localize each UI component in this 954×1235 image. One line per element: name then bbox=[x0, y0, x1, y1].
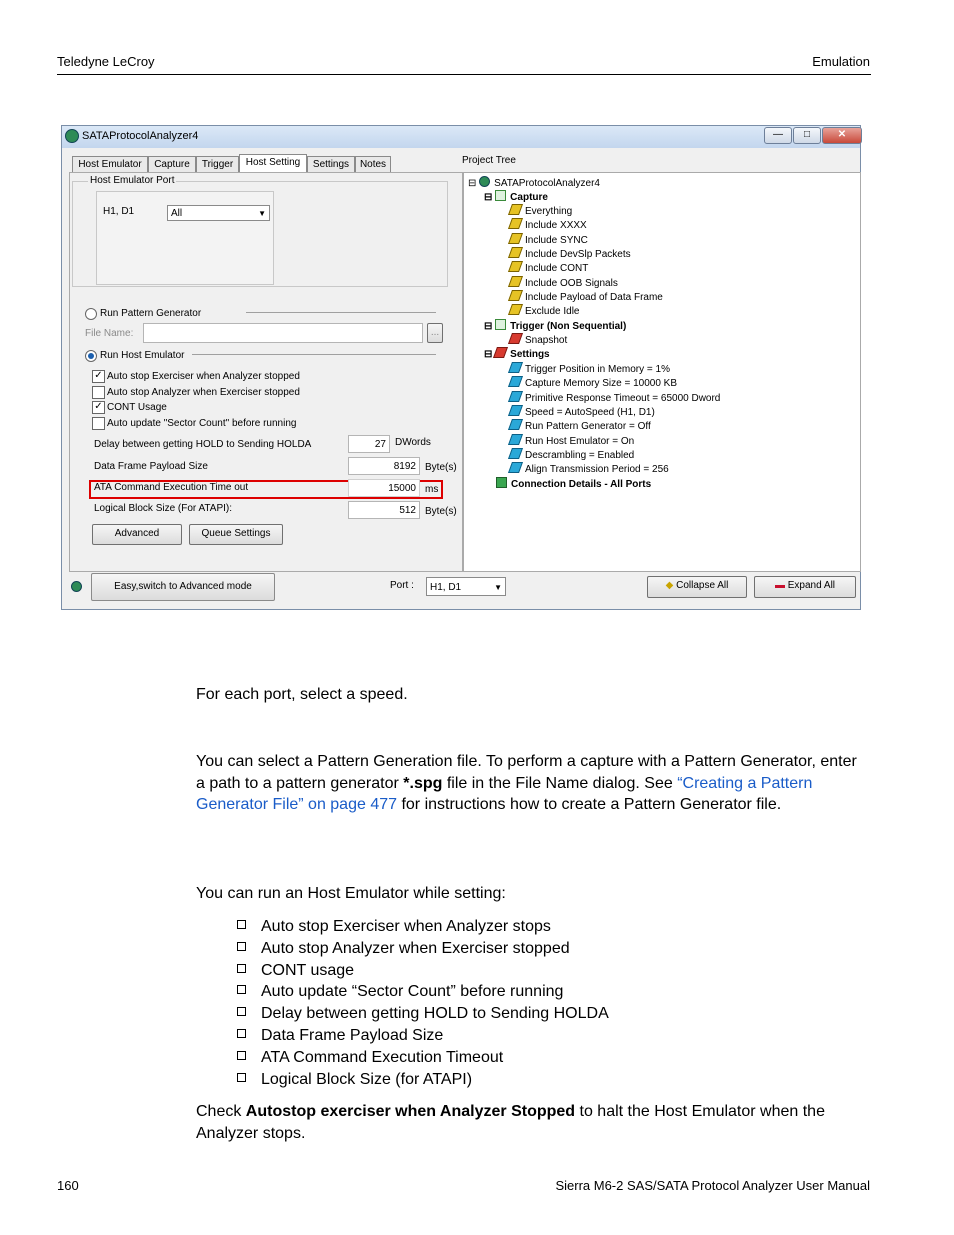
port-label: Port : bbox=[390, 580, 414, 591]
close-button[interactable]: ✕ bbox=[822, 127, 862, 144]
status-bar bbox=[62, 572, 860, 608]
tree-settings-item[interactable]: Descrambling = Enabled bbox=[510, 448, 634, 461]
pencil-icon bbox=[508, 290, 523, 301]
collapse-all-button[interactable]: ◆ Collapse All bbox=[647, 576, 747, 598]
payload-size-input[interactable]: 8192 bbox=[348, 457, 420, 475]
run-pattern-generator-radio[interactable] bbox=[85, 308, 97, 320]
run-pattern-generator-label: Run Pattern Generator bbox=[100, 308, 202, 319]
paragraph-host-emulator: You can run an Host Emulator while setting: bbox=[196, 885, 506, 902]
pencil-blue-icon bbox=[508, 448, 523, 459]
list-item: Logical Block Size (for ATAPI) bbox=[237, 1069, 609, 1091]
paragraph-autostop: Check Autostop exerciser when Analyzer Stopped to halt the Host Emulator when the Analyzer stops. bbox=[196, 1103, 825, 1142]
file-name-input[interactable] bbox=[143, 323, 423, 343]
status-port-select[interactable] bbox=[426, 577, 506, 596]
tab-host-setting[interactable]: Host Setting bbox=[239, 154, 307, 173]
checkbox-bullet-icon bbox=[237, 1029, 246, 1038]
list-item: Auto stop Analyzer when Exerciser stopped bbox=[237, 938, 609, 960]
paragraph-pattern-generator: You can select a Pattern Generation file. To perform a capture with a Pattern Generator, enter a path to a pattern generator *.spg file in the File Name dialog. See “Creating a Pattern Generator File” on page 477 for instructions how to create a Pattern Generator file. bbox=[196, 753, 857, 813]
paragraph-speed: For each port, select a speed. bbox=[196, 686, 408, 703]
delay-hold-label: Delay between getting HOLD to Sending HOLDA bbox=[94, 439, 312, 450]
auto-update-sector-count-checkbox[interactable] bbox=[92, 417, 105, 430]
list-item: Auto stop Exerciser when Analyzer stops bbox=[237, 916, 609, 938]
logical-block-unit: Byte(s) bbox=[425, 506, 457, 517]
pencil-blue-icon bbox=[508, 391, 523, 402]
pencil-icon bbox=[508, 304, 523, 315]
checkbox-bullet-icon bbox=[237, 1007, 246, 1016]
ata-timeout-unit: ms bbox=[425, 484, 439, 495]
pencil-icon bbox=[508, 276, 523, 287]
checkbox-bullet-icon bbox=[237, 920, 246, 929]
cont-usage-checkbox[interactable]: ✓ bbox=[92, 401, 105, 414]
page-number: 160 bbox=[57, 1178, 79, 1193]
chevron-down-icon: ▼ bbox=[258, 209, 266, 218]
tab-host-emulator[interactable]: Host Emulator bbox=[72, 156, 148, 172]
divider-line bbox=[192, 354, 436, 355]
browse-button[interactable]: ... bbox=[427, 323, 443, 343]
pencil-icon bbox=[508, 218, 523, 229]
checkbox-bullet-icon bbox=[237, 942, 246, 951]
tab-capture[interactable]: Capture bbox=[148, 156, 196, 172]
queue-settings-button[interactable]: Queue Settings bbox=[189, 524, 283, 545]
pencil-icon bbox=[508, 261, 523, 272]
minimize-button[interactable]: — bbox=[764, 127, 792, 144]
auto-stop-analyzer-checkbox[interactable] bbox=[92, 386, 105, 399]
expand-all-button[interactable]: ▬ Expand All bbox=[754, 576, 856, 598]
port-select-value: All bbox=[171, 208, 183, 219]
run-host-emulator-radio[interactable] bbox=[85, 350, 97, 362]
network-icon bbox=[496, 477, 507, 488]
ata-timeout-input[interactable]: 15000 bbox=[348, 479, 420, 497]
port-select[interactable] bbox=[167, 205, 270, 221]
delay-hold-unit: DWords bbox=[395, 437, 431, 448]
file-name-label: File Name: bbox=[85, 328, 134, 339]
pencil-icon bbox=[508, 233, 523, 244]
pattern-generator-link[interactable]: “Creating a Pattern Generator File” on page 477 bbox=[196, 774, 813, 813]
header-rule bbox=[57, 74, 871, 75]
switch-mode-button[interactable]: Easy,switch to Advanced mode bbox=[91, 573, 275, 601]
run-host-emulator-label: Run Host Emulator bbox=[100, 350, 185, 361]
logical-block-label: Logical Block Size (For ATAPI): bbox=[94, 503, 233, 514]
pencil-blue-icon bbox=[508, 376, 523, 387]
tab-trigger[interactable]: Trigger bbox=[196, 156, 239, 172]
advanced-button[interactable]: Advanced bbox=[92, 524, 182, 545]
app-window-screenshot bbox=[61, 125, 861, 610]
auto-stop-exerciser-label: Auto stop Exerciser when Analyzer stopped bbox=[107, 371, 300, 382]
capture-icon bbox=[495, 190, 506, 201]
pencil-blue-icon bbox=[508, 405, 523, 416]
pencil-red-icon bbox=[508, 333, 523, 344]
expand-all-icon: ▬ bbox=[774, 580, 785, 591]
checkbox-bullet-icon bbox=[237, 1073, 246, 1082]
status-port-value: H1, D1 bbox=[430, 582, 462, 593]
header-section: Emulation bbox=[812, 54, 870, 69]
auto-update-sector-count-label: Auto update "Sector Count" before running bbox=[107, 418, 297, 429]
list-item: CONT usage bbox=[237, 960, 609, 982]
trigger-icon bbox=[495, 319, 506, 330]
tree-settings-item[interactable]: Align Transmission Period = 256 bbox=[510, 462, 669, 475]
tree-capture-item[interactable]: Everything bbox=[510, 204, 572, 217]
tree-capture-item[interactable]: Include SYNC bbox=[510, 233, 588, 246]
payload-size-unit: Byte(s) bbox=[425, 462, 457, 473]
project-tree bbox=[463, 172, 861, 572]
cont-usage-label: CONT Usage bbox=[107, 402, 167, 413]
tree-trigger-item[interactable]: Snapshot bbox=[510, 333, 567, 346]
collapse-icon: ⊟ bbox=[484, 321, 493, 332]
collapse-icon: ⊟ bbox=[468, 178, 477, 189]
ata-timeout-label: ATA Command Execution Time out bbox=[94, 482, 249, 493]
pencil-icon bbox=[508, 247, 523, 258]
header-company: Teledyne LeCroy bbox=[57, 54, 155, 69]
tree-settings-item[interactable]: Run Pattern Generator = Off bbox=[510, 419, 651, 432]
pencil-blue-icon bbox=[508, 434, 523, 445]
list-item: Auto update “Sector Count” before running bbox=[237, 981, 609, 1003]
tree-trigger[interactable]: ⊟ Trigger (Non Sequential) bbox=[484, 321, 627, 332]
collapse-icon: ⊟ bbox=[484, 349, 493, 360]
bullet-list bbox=[237, 916, 609, 1090]
tree-capture-item[interactable]: Include Payload of Data Frame bbox=[510, 290, 663, 303]
host-setting-panel bbox=[69, 172, 463, 572]
tree-capture-item[interactable]: Include OOB Signals bbox=[510, 276, 618, 289]
checkbox-bullet-icon bbox=[237, 985, 246, 994]
pencil-blue-icon bbox=[508, 462, 523, 473]
tree-settings-item[interactable]: Speed = AutoSpeed (H1, D1) bbox=[510, 405, 655, 418]
tree-capture-item[interactable]: Include CONT bbox=[510, 261, 588, 274]
settings-icon bbox=[493, 347, 508, 358]
list-item: Data Frame Payload Size bbox=[237, 1025, 609, 1047]
delay-hold-input[interactable]: 27 bbox=[348, 435, 390, 453]
list-item: ATA Command Execution Timeout bbox=[237, 1047, 609, 1069]
tab-settings[interactable]: Settings bbox=[307, 156, 355, 172]
host-emulator-port-label: Host Emulator Port bbox=[90, 175, 175, 186]
collapse-all-icon: ◆ bbox=[665, 580, 674, 591]
manual-title: Sierra M6-2 SAS/SATA Protocol Analyzer User Manual bbox=[555, 1178, 870, 1193]
tree-capture[interactable]: ⊟ Capture bbox=[484, 192, 548, 203]
app-icon bbox=[65, 129, 79, 143]
pencil-blue-icon bbox=[508, 419, 523, 430]
title-bar bbox=[62, 126, 860, 148]
list-item: Delay between getting HOLD to Sending HOLDA bbox=[237, 1003, 609, 1025]
collapse-icon: ⊟ bbox=[484, 192, 493, 203]
port-h1-d1-label: H1, D1 bbox=[103, 206, 135, 217]
tree-settings-item[interactable]: Primitive Response Timeout = 65000 Dword bbox=[510, 391, 720, 404]
payload-size-label: Data Frame Payload Size bbox=[94, 461, 208, 472]
auto-stop-analyzer-label: Auto stop Analyzer when Exerciser stopped bbox=[107, 387, 300, 398]
tree-settings-item[interactable]: Trigger Position in Memory = 1% bbox=[510, 362, 670, 375]
tree-settings-item[interactable]: Run Host Emulator = On bbox=[510, 434, 634, 447]
checkbox-bullet-icon bbox=[237, 964, 246, 973]
checkbox-bullet-icon bbox=[237, 1051, 246, 1060]
pencil-blue-icon bbox=[508, 362, 523, 373]
tree-settings-item[interactable]: Capture Memory Size = 10000 KB bbox=[510, 376, 677, 389]
pencil-icon bbox=[508, 204, 523, 215]
tree-settings[interactable]: ⊟ Settings bbox=[484, 349, 550, 360]
divider-line bbox=[246, 312, 436, 313]
auto-stop-exerciser-checkbox[interactable]: ✓ bbox=[92, 370, 105, 383]
tab-notes[interactable]: Notes bbox=[355, 156, 391, 172]
project-tree-title: Project Tree bbox=[462, 155, 516, 166]
mode-icon bbox=[71, 581, 82, 592]
tree-capture-item[interactable]: Include DevSlp Packets bbox=[510, 247, 631, 260]
tree-capture-item[interactable]: Include XXXX bbox=[510, 218, 587, 231]
logical-block-input[interactable]: 512 bbox=[348, 501, 420, 519]
tree-connection-details[interactable]: Connection Details - All Ports bbox=[496, 477, 651, 490]
maximize-button[interactable]: □ bbox=[793, 127, 821, 144]
chevron-down-icon: ▼ bbox=[494, 583, 502, 592]
window-title: SATAProtocolAnalyzer4 bbox=[82, 130, 199, 142]
tree-root[interactable]: ⊟ SATAProtocolAnalyzer4 bbox=[468, 178, 600, 189]
tree-capture-item[interactable]: Exclude Idle bbox=[510, 304, 579, 317]
analyzer-icon bbox=[479, 176, 490, 187]
